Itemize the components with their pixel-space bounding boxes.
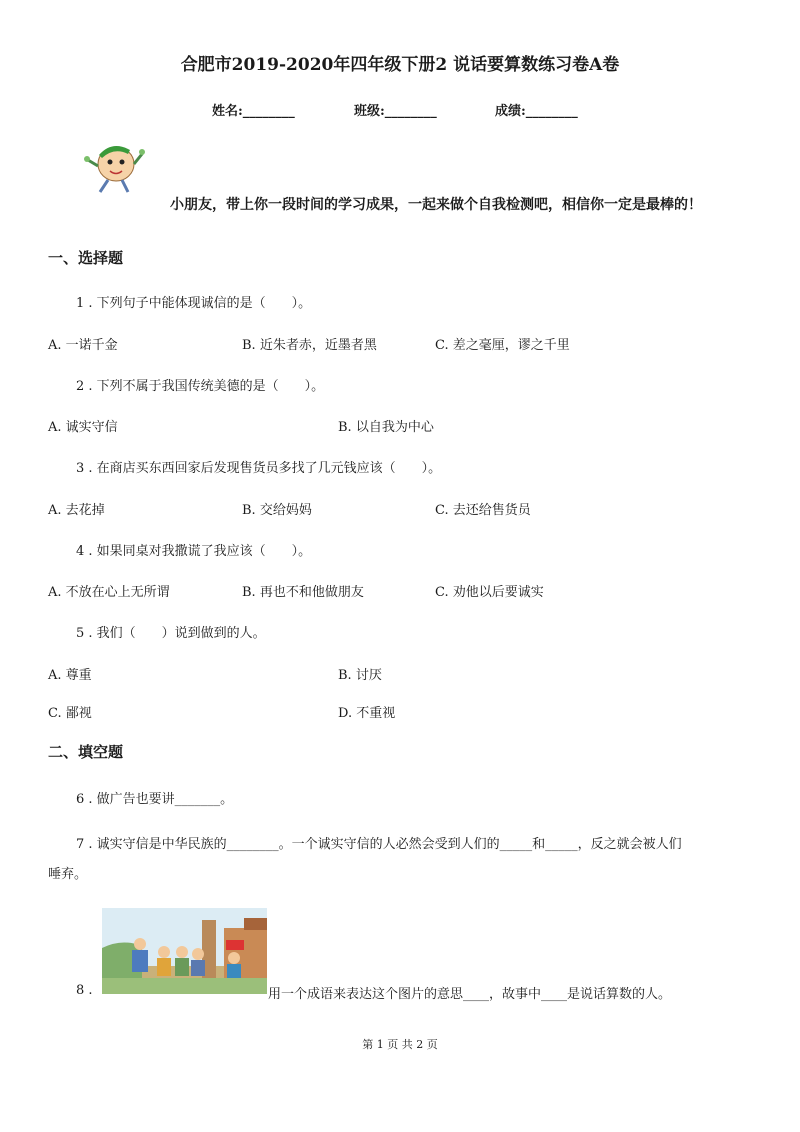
question-7-line1: 7 . 诚实守信是中华民族的________。一个诚实守信的人必然会受到人们的_____和_____，反之就会被人们 xyxy=(76,837,682,852)
question-8: 用一个成语来表达这个图片的意思____，故事中____是说话算数的人。 xyxy=(268,987,672,1002)
q5-option-b[interactable]: B. 讨厌 xyxy=(338,668,382,683)
question-1: 1 . 下列句子中能体现诚信的是（ ）。 xyxy=(76,296,312,311)
q2-option-a[interactable]: A. 诚实守信 xyxy=(48,420,118,435)
q4-option-a[interactable]: A. 不放在心上无所谓 xyxy=(48,585,170,600)
section-fill-heading: 二、填空题 xyxy=(48,743,124,761)
encouragement-text: 小朋友，带上你一段时间的学习成果，一起来做个自我检测吧，相信你一定是最棒的！ xyxy=(170,197,702,213)
q3-option-a[interactable]: A. 去花掉 xyxy=(48,503,105,518)
story-illustration xyxy=(102,908,267,994)
page-title: 合肥市2019-2020年四年级下册2 说话要算数练习卷A卷 xyxy=(180,55,620,75)
question-5: 5 . 我们（ ）说到做到的人。 xyxy=(76,626,266,641)
score-field: 成绩:________ xyxy=(495,104,578,119)
q5-option-c[interactable]: C. 鄙视 xyxy=(48,706,92,721)
name-field: 姓名:________ xyxy=(212,104,295,119)
q5-option-a[interactable]: A. 尊重 xyxy=(48,668,92,683)
mascot-illustration xyxy=(82,138,146,196)
q3-option-c[interactable]: C. 去还给售货员 xyxy=(435,503,531,518)
q1-option-b[interactable]: B. 近朱者赤，近墨者黑 xyxy=(242,338,377,353)
question-2: 2 . 下列不属于我国传统美德的是（ ）。 xyxy=(76,379,325,394)
question-3: 3 . 在商店买东西回家后发现售货员多找了几元钱应该（ ）。 xyxy=(76,461,442,476)
question-8-number: 8 . xyxy=(76,983,93,998)
page-footer: 第 1 页 共 2 页 xyxy=(362,1038,438,1051)
q1-option-a[interactable]: A. 一诺千金 xyxy=(48,338,118,353)
q4-option-b[interactable]: B. 再也不和他做朋友 xyxy=(242,585,364,600)
q5-option-d[interactable]: D. 不重视 xyxy=(338,706,396,721)
q2-option-b[interactable]: B. 以自我为中心 xyxy=(338,420,434,435)
question-6: 6 . 做广告也要讲_______。 xyxy=(76,792,234,807)
question-4: 4 . 如果同桌对我撒谎了我应该（ ）。 xyxy=(76,544,312,559)
q3-option-b[interactable]: B. 交给妈妈 xyxy=(242,503,312,518)
question-7-line2: 唾弃。 xyxy=(48,867,88,882)
q4-option-c[interactable]: C. 劝他以后要诚实 xyxy=(435,585,544,600)
q1-option-c[interactable]: C. 差之毫厘，谬之千里 xyxy=(435,338,570,353)
section-choice-heading: 一、选择题 xyxy=(48,249,124,267)
class-field: 班级:________ xyxy=(354,104,437,119)
